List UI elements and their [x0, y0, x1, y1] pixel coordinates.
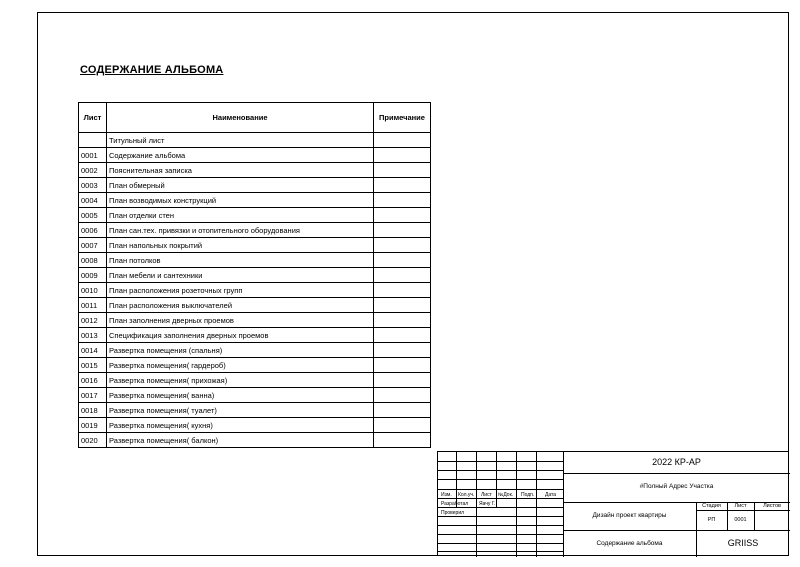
table-row	[79, 388, 431, 403]
table-row	[79, 268, 431, 283]
table-row	[79, 253, 431, 268]
cell-note	[374, 268, 431, 283]
cell-sheet-name: План расположения розеточных групп	[107, 283, 374, 298]
cell-sheet-name: План мебели и сантехники	[107, 268, 374, 283]
cell-sheet-name: План отделки стен	[107, 208, 374, 223]
cell-note	[374, 283, 431, 298]
title-block	[437, 451, 789, 556]
cell-sheet-name: Развертка помещения( прихожая)	[107, 373, 374, 388]
cell-sheet-name: Развертка помещения( балкон)	[107, 433, 374, 448]
cell-sheet-number: 0010	[79, 283, 107, 298]
table-row	[79, 223, 431, 238]
col-header-doc: №Док.	[498, 492, 514, 498]
table-row	[79, 328, 431, 343]
cell-sheet-number: 0004	[79, 193, 107, 208]
cell-sheet-number: 0012	[79, 313, 107, 328]
cell-sheet-number: 0006	[79, 223, 107, 238]
contents-table	[78, 102, 431, 448]
cell-note	[374, 403, 431, 418]
table-header-row	[79, 103, 431, 133]
cell-note	[374, 343, 431, 358]
cell-sheet-number: 0002	[79, 163, 107, 178]
table-row	[79, 133, 431, 148]
cell-sheet-number: 0015	[79, 358, 107, 373]
cell-sheet-name: Спецификация заполнения дверных проемов	[107, 328, 374, 343]
cell-sheet-name: Пояснительная записка	[107, 163, 374, 178]
table-row	[79, 418, 431, 433]
table-row	[79, 313, 431, 328]
cell-note	[374, 373, 431, 388]
table-row	[79, 298, 431, 313]
cell-sheet-number: 0020	[79, 433, 107, 448]
cell-note	[374, 208, 431, 223]
cell-sheet-name: План расположения выключателей	[107, 298, 374, 313]
cell-sheet-number: 0001	[79, 148, 107, 163]
cell-note	[374, 193, 431, 208]
header-note: Примечание	[374, 103, 431, 133]
cell-note	[374, 433, 431, 448]
cell-note	[374, 238, 431, 253]
table-row	[79, 403, 431, 418]
cell-sheet-name: План обмерный	[107, 178, 374, 193]
cell-sheet-name: Развертка помещения( туалет)	[107, 403, 374, 418]
table-row	[79, 148, 431, 163]
cell-note	[374, 223, 431, 238]
table-row	[79, 433, 431, 448]
cell-sheet-name: Развертка помещения( кухня)	[107, 418, 374, 433]
col-header-qty: Кол.уч.	[458, 492, 475, 498]
cell-note	[374, 148, 431, 163]
cell-note	[374, 328, 431, 343]
header-sheet: Лист	[79, 103, 107, 133]
cell-sheet-number: 0008	[79, 253, 107, 268]
cell-sheet-name: Развертка помещения( ванна)	[107, 388, 374, 403]
cell-sheet-name: План сан.тех. привязки и отопительного оборудования	[107, 223, 374, 238]
cell-sheet-name: План возводимых конструкций	[107, 193, 374, 208]
col-header-sign: Подп.	[521, 492, 535, 498]
project-address: #Полный Адрес Участка	[639, 483, 714, 490]
col-header-date: Дата	[545, 492, 557, 498]
cell-note	[374, 298, 431, 313]
cell-note	[374, 358, 431, 373]
cell-note	[374, 178, 431, 193]
cell-sheet-name: Развертка помещения( гардероб)	[107, 358, 374, 373]
col-header-change: Изм.	[441, 492, 452, 498]
cell-sheet-number: 0009	[79, 268, 107, 283]
album-title: СОДЕРЖАНИЕ АЛЬБОМА	[80, 64, 224, 76]
cell-sheet-name: План напольных покрытий	[107, 238, 374, 253]
cell-sheet-number: 0007	[79, 238, 107, 253]
stage-label: Стадия	[702, 503, 721, 509]
developed-label: Разработал	[441, 501, 469, 507]
cell-sheet-name: Развертка помещения (спальня)	[107, 343, 374, 358]
cell-sheet-name: План потолков	[107, 253, 374, 268]
sheet-value: 0001	[734, 517, 747, 523]
table-row	[79, 238, 431, 253]
project-code: 2022 КР-АР	[652, 457, 701, 467]
header-name: Наименование	[107, 103, 374, 133]
cell-note	[374, 313, 431, 328]
cell-sheet-number	[79, 133, 107, 148]
table-row	[79, 373, 431, 388]
cell-sheet-number: 0016	[79, 373, 107, 388]
sheet-label: Лист	[734, 503, 747, 509]
cell-note	[374, 253, 431, 268]
cell-sheet-number: 0011	[79, 298, 107, 313]
cell-sheet-name: План заполнения дверных проемов	[107, 313, 374, 328]
cell-sheet-name: Содержание альбома	[107, 148, 374, 163]
cell-note	[374, 133, 431, 148]
table-row	[79, 343, 431, 358]
cell-sheet-number: 0018	[79, 403, 107, 418]
cell-note	[374, 163, 431, 178]
cell-sheet-number: 0017	[79, 388, 107, 403]
col-header-sheet: Лист	[481, 492, 492, 498]
table-row	[79, 358, 431, 373]
cell-note	[374, 388, 431, 403]
project-title: Дизайн проект квартиры	[592, 512, 667, 519]
table-row	[79, 178, 431, 193]
table-row	[79, 163, 431, 178]
sheets-label: Листов	[763, 503, 781, 509]
cell-sheet-number: 0019	[79, 418, 107, 433]
cell-sheet-number: 0005	[79, 208, 107, 223]
cell-note	[374, 418, 431, 433]
cell-sheet-number: 0013	[79, 328, 107, 343]
table-row	[79, 193, 431, 208]
stage-value: РП	[707, 517, 716, 523]
drawing-title: Содержание альбома	[596, 540, 663, 547]
cell-sheet-name: Титульный лист	[107, 133, 374, 148]
checked-label: Проверил	[441, 510, 465, 516]
cell-sheet-number: 0014	[79, 343, 107, 358]
developed-name: Яачу Г.	[479, 501, 496, 507]
table-row	[79, 283, 431, 298]
table-row	[79, 208, 431, 223]
cell-sheet-number: 0003	[79, 178, 107, 193]
organization: GRIISS	[727, 538, 759, 548]
